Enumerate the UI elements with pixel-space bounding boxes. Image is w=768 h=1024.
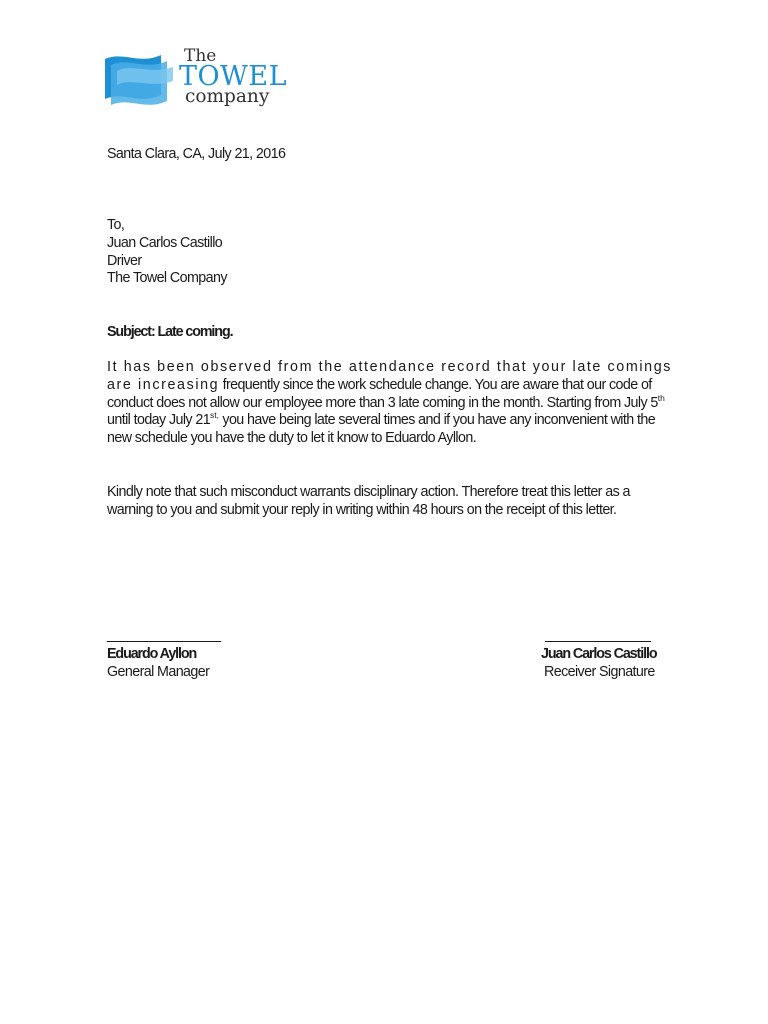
body-paragraph-2 (107, 484, 662, 520)
company-logo (103, 46, 293, 112)
place-date: Santa Clara, CA, July 21, 2016 (107, 146, 286, 162)
ordinal-suffix: st, (210, 410, 220, 421)
body-line-part: conduct does not allow our employee more than 3 late coming in the month. Starting from July 5 (107, 394, 658, 411)
signer-title-left: General Manager (107, 664, 210, 680)
signature-line-right (545, 641, 651, 642)
subject-line: Subject: Late coming. (107, 324, 233, 340)
towel-wave-icon (103, 51, 175, 107)
body-line-part: until today July 21 (107, 412, 211, 429)
body-line-part: frequently since the work schedule change. You are aware that our code of (219, 376, 652, 393)
logo-towel: TOWEL (179, 61, 288, 92)
logo-the: The (184, 46, 217, 66)
body-line: It has been observed from the attendance record that your late comings (107, 359, 672, 375)
recipient-name: Juan Carlos Castillo (107, 235, 223, 251)
signer-name-left: Eduardo Ayllon (107, 646, 197, 662)
signature-line-left (107, 641, 221, 642)
recipient-position: Driver (107, 253, 142, 269)
recipient-company: The Towel Company (107, 270, 227, 286)
body-line: Kindly note that such misconduct warrants disciplinary action. Therefore treat this letter as a (107, 484, 630, 500)
body-line: warning to you and submit your reply in writing within 48 hours on the receipt of this letter. (107, 501, 617, 518)
signer-title-right: Receiver Signature (544, 664, 655, 680)
recipient-to: To, (107, 217, 125, 233)
ordinal-suffix: th (657, 392, 665, 403)
signer-name-right: Juan Carlos Castillo (541, 646, 657, 662)
logo-company: company (185, 86, 270, 107)
body-paragraph-1 (107, 359, 672, 448)
body-line-part: are increasing (107, 376, 220, 393)
body-line: new schedule you have the duty to let it know to Eduardo Ayllon. (107, 430, 477, 447)
body-line-part: you have being late several times and if you have any inconvenient with the (219, 412, 656, 429)
